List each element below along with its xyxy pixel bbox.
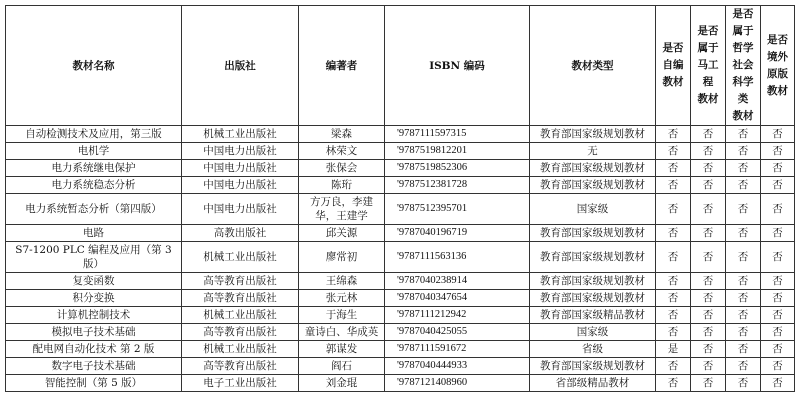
cell-name: 智能控制（第 5 版） xyxy=(6,375,182,392)
cell-mgc: 否 xyxy=(691,324,726,341)
cell-philosophy: 否 xyxy=(726,307,761,324)
cell-name: 配电网自动化技术 第 2 版 xyxy=(6,341,182,358)
cell-foreign: 否 xyxy=(761,307,795,324)
cell-name: 电力系统暂态分析（第四版） xyxy=(6,194,182,225)
header-self-edited: 是否 自编 教材 xyxy=(656,6,691,126)
cell-type: 教育部国家级规划教材 xyxy=(530,225,656,242)
textbook-table xyxy=(5,5,795,392)
cell-author: 林荣文 xyxy=(299,143,385,160)
cell-philosophy: 否 xyxy=(726,177,761,194)
header-mgc: 是否 属于 马工程 教材 xyxy=(691,6,726,126)
cell-self-edited: 否 xyxy=(656,126,691,143)
table-row xyxy=(6,242,795,273)
table-row xyxy=(6,177,795,194)
cell-self-edited: 是 xyxy=(656,341,691,358)
cell-isbn: '9787512395701 xyxy=(385,194,530,225)
cell-author: 童诗白、华成英 xyxy=(299,324,385,341)
cell-philosophy: 否 xyxy=(726,341,761,358)
cell-name: 电力系统继电保护 xyxy=(6,160,182,177)
cell-isbn: '9787040444933 xyxy=(385,358,530,375)
cell-mgc: 否 xyxy=(691,273,726,290)
cell-name: 电路 xyxy=(6,225,182,242)
header-type: 教材类型 xyxy=(530,6,656,126)
cell-foreign: 否 xyxy=(761,242,795,273)
cell-type: 教育部国家级规划教材 xyxy=(530,242,656,273)
cell-isbn: '9787519812201 xyxy=(385,143,530,160)
cell-publisher: 高等教育出版社 xyxy=(182,324,299,341)
cell-philosophy: 否 xyxy=(726,290,761,307)
header-philosophy: 是否 属于 哲学 社会 科学类 教材 xyxy=(726,6,761,126)
cell-foreign: 否 xyxy=(761,177,795,194)
cell-publisher: 高等教育出版社 xyxy=(182,273,299,290)
header-author: 编著者 xyxy=(299,6,385,126)
cell-foreign: 否 xyxy=(761,143,795,160)
cell-foreign: 否 xyxy=(761,375,795,392)
cell-publisher: 电子工业出版社 xyxy=(182,375,299,392)
cell-type: 省级 xyxy=(530,341,656,358)
cell-name: 电机学 xyxy=(6,143,182,160)
cell-mgc: 否 xyxy=(691,160,726,177)
table-row xyxy=(6,290,795,307)
cell-publisher: 中国电力出版社 xyxy=(182,143,299,160)
table-row xyxy=(6,358,795,375)
cell-isbn: '9787040425055 xyxy=(385,324,530,341)
table-row xyxy=(6,143,795,160)
cell-foreign: 否 xyxy=(761,194,795,225)
table-row xyxy=(6,225,795,242)
cell-author: 梁森 xyxy=(299,126,385,143)
cell-type: 教育部国家级规划教材 xyxy=(530,358,656,375)
cell-foreign: 否 xyxy=(761,273,795,290)
cell-publisher: 中国电力出版社 xyxy=(182,194,299,225)
cell-author: 刘金琨 xyxy=(299,375,385,392)
cell-self-edited: 否 xyxy=(656,194,691,225)
cell-foreign: 否 xyxy=(761,290,795,307)
cell-mgc: 否 xyxy=(691,242,726,273)
header-publisher: 出版社 xyxy=(182,6,299,126)
cell-type: 教育部国家级规划教材 xyxy=(530,126,656,143)
cell-name: 计算机控制技术 xyxy=(6,307,182,324)
cell-publisher: 机械工业出版社 xyxy=(182,242,299,273)
cell-author: 郭谋发 xyxy=(299,341,385,358)
cell-publisher: 机械工业出版社 xyxy=(182,307,299,324)
cell-type: 无 xyxy=(530,143,656,160)
cell-self-edited: 否 xyxy=(656,273,691,290)
cell-self-edited: 否 xyxy=(656,225,691,242)
cell-foreign: 否 xyxy=(761,324,795,341)
cell-author: 张元林 xyxy=(299,290,385,307)
cell-author: 于海生 xyxy=(299,307,385,324)
cell-name: 自动检测技术及应用，第三版 xyxy=(6,126,182,143)
cell-author: 王绵森 xyxy=(299,273,385,290)
cell-philosophy: 否 xyxy=(726,273,761,290)
cell-isbn: '9787111212942 xyxy=(385,307,530,324)
cell-name: 电力系统稳态分析 xyxy=(6,177,182,194)
header-isbn: ISBN 编码 xyxy=(385,6,530,126)
cell-mgc: 否 xyxy=(691,358,726,375)
table-row xyxy=(6,194,795,225)
cell-self-edited: 否 xyxy=(656,143,691,160)
cell-mgc: 否 xyxy=(691,194,726,225)
cell-publisher: 高教出版社 xyxy=(182,225,299,242)
cell-type: 国家级 xyxy=(530,194,656,225)
cell-philosophy: 否 xyxy=(726,375,761,392)
cell-author: 张保会 xyxy=(299,160,385,177)
table-row xyxy=(6,160,795,177)
cell-mgc: 否 xyxy=(691,290,726,307)
cell-type: 教育部国家级规划教材 xyxy=(530,160,656,177)
cell-type: 国家级 xyxy=(530,324,656,341)
cell-publisher: 机械工业出版社 xyxy=(182,126,299,143)
table-row xyxy=(6,324,795,341)
cell-philosophy: 否 xyxy=(726,160,761,177)
cell-name: 模拟电子技术基础 xyxy=(6,324,182,341)
cell-mgc: 否 xyxy=(691,143,726,160)
cell-type: 教育部国家级规划教材 xyxy=(530,290,656,307)
cell-mgc: 否 xyxy=(691,177,726,194)
cell-foreign: 否 xyxy=(761,126,795,143)
table-row xyxy=(6,341,795,358)
cell-mgc: 否 xyxy=(691,341,726,358)
cell-philosophy: 否 xyxy=(726,324,761,341)
cell-type: 教育部国家级规划教材 xyxy=(530,177,656,194)
cell-isbn: '9787111591672 xyxy=(385,341,530,358)
cell-isbn: '9787040196719 xyxy=(385,225,530,242)
cell-philosophy: 否 xyxy=(726,358,761,375)
table-body xyxy=(6,126,795,392)
header-foreign: 是否 境外 原版 教材 xyxy=(761,6,795,126)
cell-foreign: 否 xyxy=(761,341,795,358)
cell-name: 积分变换 xyxy=(6,290,182,307)
cell-mgc: 否 xyxy=(691,307,726,324)
cell-philosophy: 否 xyxy=(726,194,761,225)
cell-publisher: 高等教育出版社 xyxy=(182,358,299,375)
header-name: 教材名称 xyxy=(6,6,182,126)
cell-publisher: 中国电力出版社 xyxy=(182,177,299,194)
cell-isbn: '9787111563136 xyxy=(385,242,530,273)
cell-author: 阎石 xyxy=(299,358,385,375)
cell-type: 省部级精品教材 xyxy=(530,375,656,392)
cell-author: 廖常初 xyxy=(299,242,385,273)
cell-author: 邱关源 xyxy=(299,225,385,242)
cell-isbn: '9787040238914 xyxy=(385,273,530,290)
cell-type: 教育部国家级规划教材 xyxy=(530,273,656,290)
cell-isbn: '9787519852306 xyxy=(385,160,530,177)
cell-philosophy: 否 xyxy=(726,126,761,143)
cell-self-edited: 否 xyxy=(656,290,691,307)
cell-name: 数字电子技术基础 xyxy=(6,358,182,375)
cell-author: 方万良，李建华，王建学 xyxy=(299,194,385,225)
cell-isbn: '9787040347654 xyxy=(385,290,530,307)
cell-mgc: 否 xyxy=(691,126,726,143)
table-row xyxy=(6,126,795,143)
cell-self-edited: 否 xyxy=(656,324,691,341)
table-row xyxy=(6,307,795,324)
cell-self-edited: 否 xyxy=(656,358,691,375)
cell-isbn: '9787512381728 xyxy=(385,177,530,194)
cell-name: S7-1200 PLC 编程及应用（第 3 版） xyxy=(6,242,182,273)
cell-foreign: 否 xyxy=(761,358,795,375)
cell-philosophy: 否 xyxy=(726,143,761,160)
cell-philosophy: 否 xyxy=(726,225,761,242)
cell-self-edited: 否 xyxy=(656,160,691,177)
cell-name: 复变函数 xyxy=(6,273,182,290)
cell-foreign: 否 xyxy=(761,225,795,242)
cell-publisher: 中国电力出版社 xyxy=(182,160,299,177)
cell-type: 教育部国家级精品教材 xyxy=(530,307,656,324)
table-row xyxy=(6,273,795,290)
cell-mgc: 否 xyxy=(691,375,726,392)
cell-isbn: '9787111597315 xyxy=(385,126,530,143)
cell-self-edited: 否 xyxy=(656,375,691,392)
cell-publisher: 机械工业出版社 xyxy=(182,341,299,358)
cell-foreign: 否 xyxy=(761,160,795,177)
cell-self-edited: 否 xyxy=(656,307,691,324)
table-row xyxy=(6,375,795,392)
cell-publisher: 高等教育出版社 xyxy=(182,290,299,307)
cell-self-edited: 否 xyxy=(656,177,691,194)
cell-isbn: '9787121408960 xyxy=(385,375,530,392)
cell-author: 陈珩 xyxy=(299,177,385,194)
header-row xyxy=(6,6,795,126)
cell-philosophy: 否 xyxy=(726,242,761,273)
cell-self-edited: 否 xyxy=(656,242,691,273)
cell-mgc: 否 xyxy=(691,225,726,242)
